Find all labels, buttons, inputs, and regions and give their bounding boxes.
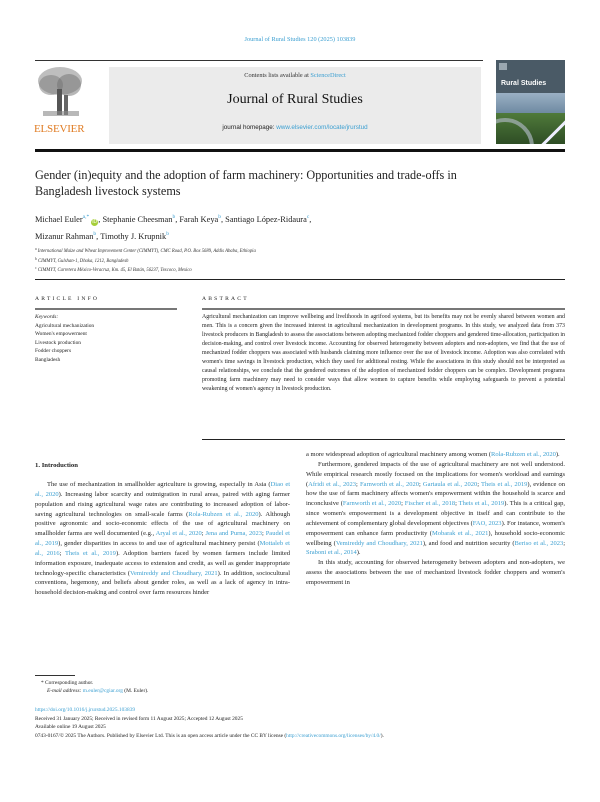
citation-link[interactable]: Paudel et al., 2019	[35, 530, 290, 548]
citation-link[interactable]: Afridi et al., 2023	[308, 480, 357, 488]
author[interactable]	[35, 232, 96, 241]
affiliation-rule	[35, 279, 565, 280]
keyword: Agricultural mechanization	[35, 322, 95, 329]
keyword: Livestock production	[35, 339, 81, 346]
keywords-label: Keywords:	[35, 314, 59, 320]
footnotes	[35, 679, 435, 696]
license-prefix: 0743-0167/© 2025 The Authors. Published by Elsevier Ltd. This is an open access article under the CC BY license (	[35, 732, 287, 739]
author[interactable]	[225, 215, 309, 224]
citation-link[interactable]: Fischer et al., 2018	[404, 500, 456, 508]
citation-link[interactable]: Rola-Rubzen et al., 2020	[491, 451, 556, 458]
tree-logo-icon	[37, 65, 83, 122]
available-online: Available online 19 August 2025	[35, 724, 106, 730]
affiliation	[35, 246, 485, 256]
footnote-rule	[35, 675, 75, 676]
journal-citation[interactable]: Journal of Rural Studies 120 (2025) 103839	[244, 36, 356, 43]
abstract-text: Agricultural mechanization can improve wellbeing and livelihoods in agrifood systems, but its benefits may not be evenly shared between women and men. This is a concern given the increased interest in agricultural mechanization in development programs. In this study, we analyzed data from 373 livestock producers in Bangladesh to assess the associations between adopting mechanized fodder choppers and gendered time-allocation, participation in decision-making, and control over livestock income. Accounting for observed heterogeneity between adopters and non-adopters, we find that the use of mechanized fodder choppers was associated with husbands claiming more influence over the use of livestock income. Adoption was also correlated with women's time savings in livestock production, which they used for additional resting. While the associations in this study should not be interpreted as causal relationships, we conclude that the gendered outcomes of the adoption of mechanized fodder choppers can be complex. Development programs promoting farm machinery may need to consider ways that allow women to capture benefits while employing safeguards to prevent a potential weakening of women's agency in livestock production.	[202, 314, 565, 392]
contents-line	[109, 72, 481, 79]
citation-link[interactable]: Farnworth et al., 2020	[359, 480, 419, 488]
homepage-line	[109, 124, 481, 131]
paragraph-text: ;	[356, 480, 360, 488]
email-note	[35, 687, 435, 695]
citation-link[interactable]: Gartaula et al., 2020	[422, 480, 478, 488]
paragraph-text: ;	[477, 480, 482, 488]
citation-link[interactable]: Theis et al., 2019	[64, 549, 116, 557]
orcid-icon[interactable]: iD	[92, 219, 98, 225]
sciencedirect-link[interactable]: ScienceDirect	[310, 72, 346, 79]
citation-link[interactable]: Vemireddy and Choudhary, 2021	[130, 569, 218, 577]
introduction-heading: 1. Introduction	[35, 462, 78, 469]
publication-history: Received 31 January 2025; Received in revised form 11 August 2025; Accepted 12 August 2025	[35, 715, 243, 722]
paragraph-text: ). Although positive agronomic and socio-economic effects of the use of agricultural machinery on smallholder farms are well documented (e.g.,	[35, 510, 290, 538]
paragraph-text: ). In addition, sociocultural conventions, hegemony, and beliefs about gender roles, as well as a lack of agency in intra-household decision-making and control over farm resources hinder	[35, 569, 290, 597]
affiliation-marker: c	[35, 266, 37, 271]
author-name: Timothy J. Krupnik	[100, 232, 167, 241]
author-name: Stephanie Cheesman	[102, 215, 173, 224]
article-info-heading: ARTICLE INFO	[35, 296, 100, 302]
contents-prefix: Contents lists available at	[244, 72, 311, 79]
header-rule	[35, 60, 483, 61]
affiliation	[35, 265, 485, 275]
elsevier-logo[interactable]	[34, 63, 88, 141]
email-suffix: (M. Euler).	[122, 688, 149, 695]
affiliation-text: CIMMYT, Carretera México-Veracruz, Km. 45, El Batán, 56237, Texcoco, Mexico	[37, 268, 192, 274]
citation-link[interactable]: FAO, 2023	[472, 519, 502, 527]
elsevier-wordmark: ELSEVIER	[34, 123, 85, 135]
paragraph-text: ;	[455, 500, 459, 508]
author-affil-marker[interactable]: b	[172, 214, 176, 220]
paragraph-text: ;	[401, 500, 405, 508]
license-line	[35, 732, 575, 741]
publication-info	[35, 706, 575, 740]
article-info-rule	[35, 308, 177, 310]
author-name: Farah Keya	[179, 215, 219, 224]
paragraph-text: ;	[59, 549, 65, 557]
cover-badge-icon	[499, 63, 507, 70]
journal-cover-thumbnail[interactable]	[496, 60, 565, 144]
citation-link[interactable]: Vemireddy and Choudhary, 2021	[335, 539, 423, 547]
affiliation-marker: a	[35, 247, 37, 251]
email-label: E-mail address:	[47, 688, 83, 695]
citation-link[interactable]: Mobarak et al., 2021	[431, 529, 489, 537]
header-thick-rule	[35, 149, 565, 152]
doi-link[interactable]: https://doi.org/10.1016/j.jrurstud.2025.103839	[35, 707, 136, 713]
affiliation-text: International Maize and Wheat Improvement Center (CIMMYT), CMC Road, P.O. Box 5689, Addis Ababa, Ethiopia	[37, 249, 256, 254]
citation-link[interactable]: Aryal et al., 2020	[155, 530, 202, 538]
affiliation	[35, 256, 485, 266]
citation-link[interactable]: Beriso et al., 2023	[514, 539, 564, 547]
cover-sky	[496, 93, 565, 113]
author-affil-marker[interactable]: b	[218, 214, 221, 220]
author-affil-marker[interactable]: c	[306, 214, 310, 220]
keyword: Fodder choppers	[35, 348, 72, 355]
paragraph-text: ;	[201, 530, 206, 538]
keyword: Bangladesh	[35, 356, 61, 363]
author[interactable]	[102, 215, 175, 224]
author[interactable]	[179, 215, 221, 224]
citation-link[interactable]: Farnworth et al., 2020	[342, 500, 402, 508]
paragraph-text: ), evidence on how the use of farm machinery affects women's empowerment within the household is scarce and inconclusive (	[306, 480, 565, 508]
author-affil-marker[interactable]: b	[93, 231, 97, 237]
citation-link[interactable]: Mottaleb et al., 2016	[35, 540, 290, 557]
paragraph-text: ). This is a critical gap, since women's empowerment is a development objective in itself and can contribute to the achievement of complementary global development objectives (	[306, 500, 565, 527]
keywords-list	[35, 313, 185, 365]
citation-link[interactable]: Jena and Purna, 2023	[205, 530, 262, 538]
abstract-bottom-rule	[202, 439, 565, 440]
affiliation-marker: b	[35, 256, 37, 261]
citation-link[interactable]: Sraboni et al., 2014	[306, 549, 357, 557]
paragraph-text: ;	[563, 539, 566, 547]
citation-link[interactable]: Theis et al., 2019	[481, 480, 528, 488]
author-name: Santiago López-Ridaura	[225, 215, 307, 224]
paragraph-text: Furthermore, gendered impacts of the use of agricultural machinery are not well understood. While empirical research mostly focused on the implications for women's workload and earnings (	[306, 460, 565, 488]
paragraph	[35, 480, 290, 598]
license-suffix: ).	[380, 732, 384, 739]
paragraph-text: ), household socio-economic wellbeing (	[306, 529, 565, 547]
citation-link[interactable]: Rola-Rubzen et al., 2020	[188, 510, 259, 518]
paragraph-text: ).	[356, 549, 361, 557]
author-affil-marker[interactable]: a,*	[82, 214, 90, 220]
paragraph-text: ). Adoption barriers faced by women farmers include limited information exposure, inadequate access to extension and credit, as well as gender inappropriate technology-specific characteristics (	[35, 549, 290, 577]
keyword: Women's empowerment	[35, 331, 87, 338]
paragraph-text: ;	[261, 530, 266, 538]
journal-banner	[109, 67, 481, 144]
affiliation-text: CIMMYT, Gulshan-1, Dhaka, 1212, Bangladesh	[37, 258, 129, 264]
paragraph-text: ).	[555, 451, 560, 458]
author-affil-marker[interactable]: b	[166, 231, 169, 237]
body-column-right	[306, 450, 565, 588]
citation-link[interactable]: Diao et al., 2020	[35, 481, 291, 498]
email-link[interactable]: m.euler@cgiar.org	[82, 688, 123, 695]
author-name: Michael Euler	[35, 215, 83, 224]
body-column-left	[35, 480, 290, 598]
author-name: Mizanur Rahman	[35, 232, 94, 241]
journal-title: Journal of Rural Studies	[227, 92, 363, 107]
author-list: Michael Euler$^{a,*}$iD, Stephanie Cheesman$^b$, Farah Keya$^b$, Santiago López-Ridaura$^c$, Mizanur Rahman$^b$, Timothy J. Krupnik$^b$	[35, 214, 312, 241]
abstract-heading: ABSTRACT	[202, 296, 249, 302]
paragraph-text: ), and food and nutrition security (	[422, 539, 515, 547]
affiliations	[35, 246, 485, 275]
paragraph	[306, 460, 565, 558]
paragraph-continued	[306, 450, 565, 460]
paragraph-text: ;	[418, 480, 423, 488]
paragraph-text: The use of mechanization in smallholder agriculture is growing, especially in Asia (	[47, 481, 271, 488]
paragraph-text: ). Increasing labor scarcity and outmigration in rural areas, paired with aging farmer population and rising agricultural wage rates are contributing to increased adoption of labor-saving agricultural technologies on small-scale farms (	[35, 490, 290, 518]
paragraph-text: ), gender disparities in access to and use of agricultural machinery persist (	[58, 540, 260, 548]
homepage-prefix: journal homepage:	[222, 124, 277, 131]
author[interactable]	[100, 232, 169, 241]
license-link[interactable]: http://creativecommons.org/licenses/by/4.0/	[286, 732, 381, 739]
paragraph-text: ). For instance, women's empowerment can enhance farm productivity (	[306, 519, 566, 537]
author[interactable]	[35, 215, 98, 224]
citation-link[interactable]: Theis et al., 2019	[458, 500, 505, 508]
paragraph: In this study, accounting for observed heterogeneity between adopters and non-adopters, we assess the associations between the use of mechanized livestock fodder choppers and women's empowerment in	[306, 559, 565, 586]
paragraph-text: a more widespread adoption of agricultural machinery among women (	[306, 451, 492, 458]
corresponding-author-note: * Corresponding author.	[41, 680, 94, 686]
cover-title: Rural Studies	[501, 80, 547, 87]
abstract-rule	[202, 308, 565, 310]
homepage-link[interactable]: www.elsevier.com/locate/jrurstud	[276, 124, 368, 131]
article-title: Gender (in)equity and the adoption of farm machinery: Opportunities and trade-offs in Bangladesh livestock systems	[35, 168, 457, 198]
